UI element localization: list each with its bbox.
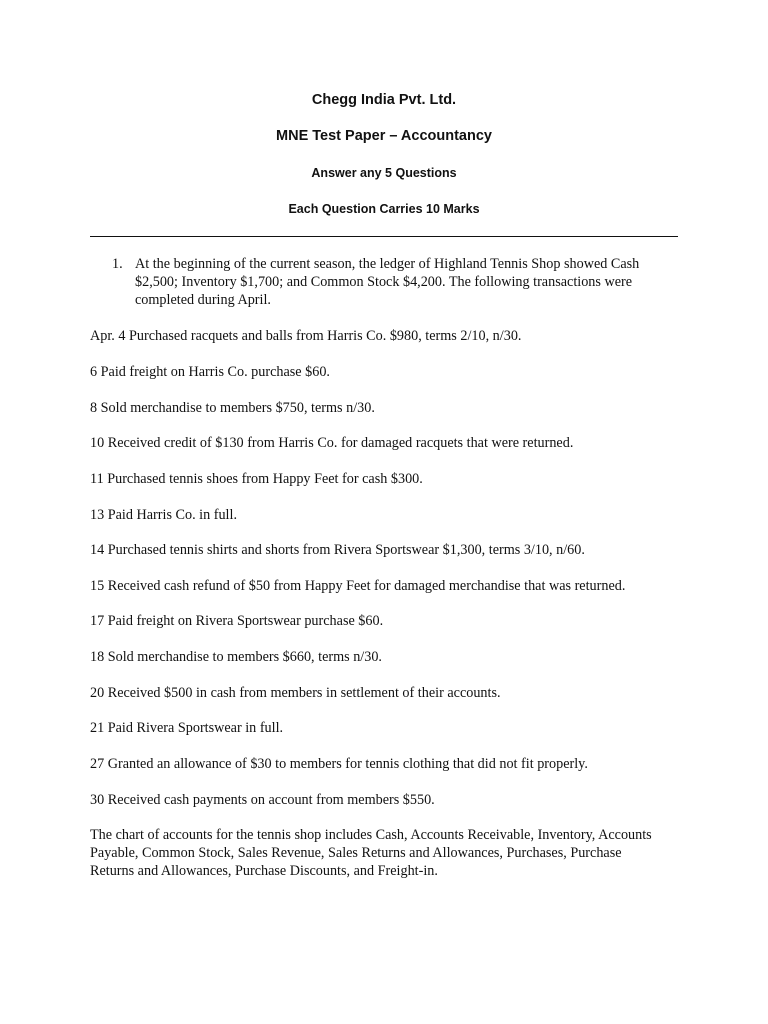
transaction-line: 11 Purchased tennis shoes from Happy Feet for cash $300. bbox=[90, 471, 423, 487]
transaction-line: 8 Sold merchandise to members $750, terms n/30. bbox=[90, 400, 375, 416]
marks-text: Each Question Carries 10 Marks bbox=[288, 202, 480, 216]
transaction-line: 18 Sold merchandise to members $660, terms n/30. bbox=[90, 649, 382, 665]
question-text: At the beginning of the current season, the ledger of Highland Tennis Shop showed Cash $2,500; Inventory $1,700; and Common Stock $4,200. The following transactions were completed during April. bbox=[135, 256, 640, 308]
instruction-text: Answer any 5 Questions bbox=[311, 166, 457, 180]
transaction-line: 15 Received cash refund of $50 from Happy Feet for damaged merchandise that was returned. bbox=[90, 578, 626, 594]
transaction-line: 10 Received credit of $130 from Harris Co. for damaged racquets that were returned. bbox=[90, 435, 574, 451]
chart-of-accounts-paragraph: The chart of accounts for the tennis shop includes Cash, Accounts Receivable, Inventory, Accounts Payable, Common Stock, Sales Revenue, Sales Returns and Allowances, Purchases, Purchase Returns and Allowances, Purchase Discounts, and Freight-in. bbox=[90, 827, 652, 879]
transaction-line: Apr. 4 Purchased racquets and balls from Harris Co. $980, terms 2/10, n/30. bbox=[90, 328, 522, 344]
transaction-line: 14 Purchased tennis shirts and shorts from Rivera Sportswear $1,300, terms 3/10, n/60. bbox=[90, 542, 585, 558]
transaction-line: 13 Paid Harris Co. in full. bbox=[90, 507, 237, 523]
transaction-line: 27 Granted an allowance of $30 to members for tennis clothing that did not fit properly. bbox=[90, 756, 588, 772]
question-number: 1. bbox=[112, 256, 123, 272]
paper-title: MNE Test Paper – Accountancy bbox=[276, 128, 492, 144]
transaction-line: 30 Received cash payments on account from members $550. bbox=[90, 792, 435, 808]
transaction-line: 21 Paid Rivera Sportswear in full. bbox=[90, 720, 284, 736]
transaction-line: 6 Paid freight on Harris Co. purchase $60. bbox=[90, 364, 330, 380]
transaction-line: 20 Received $500 in cash from members in settlement of their accounts. bbox=[90, 685, 501, 701]
company-name: Chegg India Pvt. Ltd. bbox=[311, 92, 457, 108]
header-divider bbox=[90, 236, 678, 237]
transaction-line: 17 Paid freight on Rivera Sportswear purchase $60. bbox=[90, 613, 384, 629]
